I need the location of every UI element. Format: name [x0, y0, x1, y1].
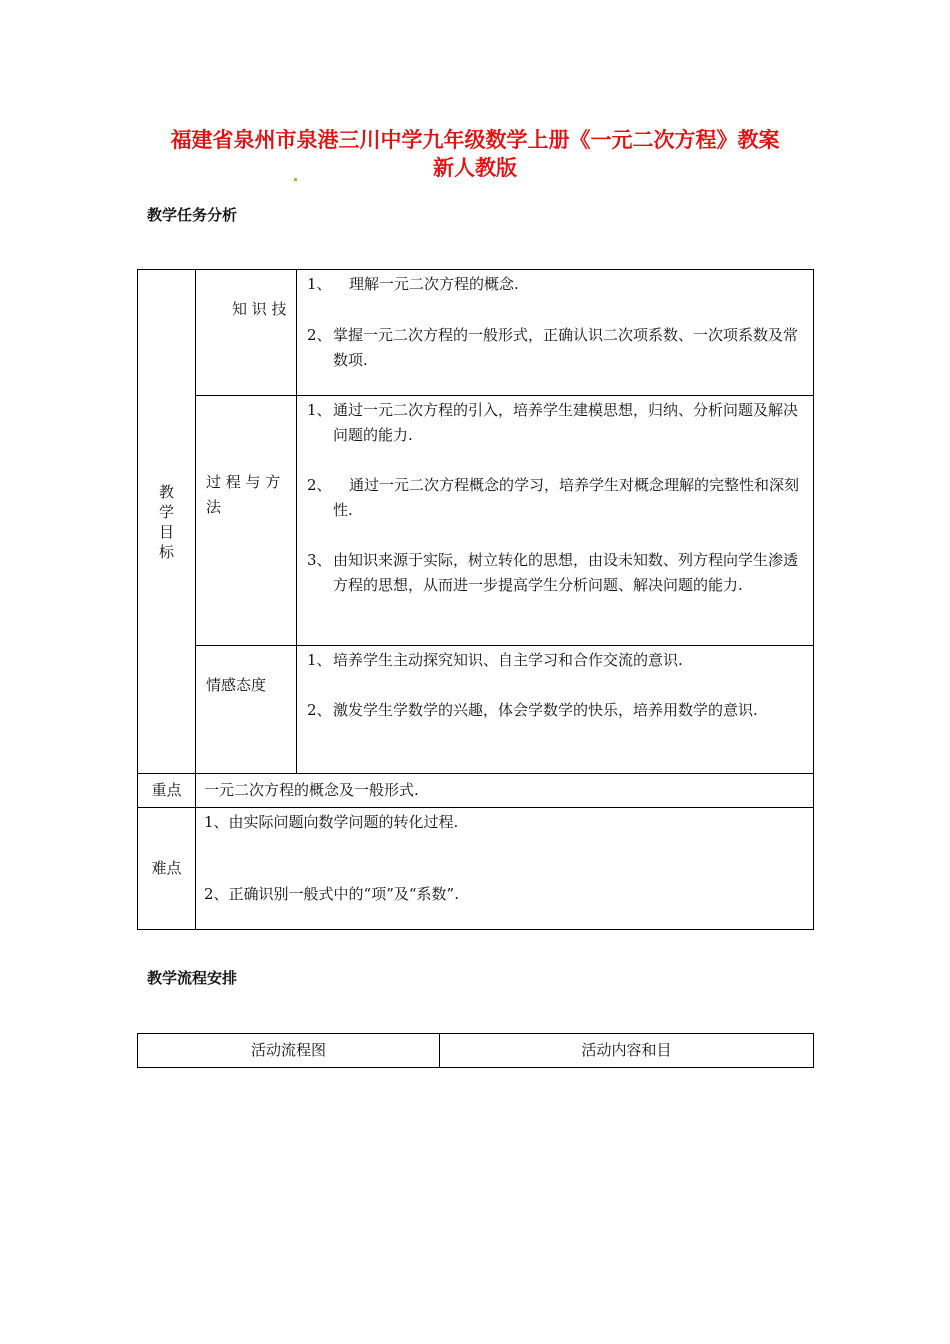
list-item: 1、由实际问题向数学问题的转化过程. — [204, 813, 459, 831]
knowledge-label: 知 识 技 — [232, 300, 287, 318]
flow-table — [137, 1033, 814, 1068]
document-title-line2: 新人教版 — [433, 156, 517, 180]
list-item: 2、 通过一元二次方程概念的学习，培养学生对概念理解的完整性和深刻性. — [307, 476, 800, 519]
process-content — [297, 396, 814, 646]
decorative-dot — [294, 178, 297, 181]
emotion-label: 情感态度 — [206, 676, 267, 694]
emotion-label-cell — [196, 646, 297, 774]
process-label: 过 程 与 方 法 — [206, 473, 281, 516]
key-point-label: 重点 — [138, 774, 196, 808]
list-item: 1、 通过一元二次方程的引入，培养学生建模思想，归纳、分析问题及解决问题的能力. — [307, 401, 799, 444]
list-item: 2、正确识别一般式中的“项”及“系数”. — [204, 885, 459, 903]
knowledge-content — [297, 270, 814, 396]
list-item: 1、 理解一元二次方程的概念. — [307, 275, 519, 293]
list-item: 3、 由知识来源于实际，树立转化的思想，由设未知数、列方程向学生渗透方程的思想，从而进一步提高学生分析问题、解决问题的能力. — [307, 551, 799, 594]
flow-col-header-chart: 活动流程图 — [138, 1034, 440, 1068]
section-heading-flow: 教学流程安排 — [147, 969, 238, 987]
list-item: 2、 掌握一元二次方程的一般形式，正确认识二次项系数、一次项系数及常数项. — [307, 326, 799, 369]
list-item: 2、 激发学生学数学的兴趣，体会学数学的快乐，培养用数学的意识. — [307, 701, 758, 719]
knowledge-label-cell — [196, 270, 297, 396]
process-label-cell — [196, 396, 297, 646]
list-item: 1、 培养学生主动探究知识、自主学习和合作交流的意识. — [307, 651, 683, 669]
flow-col-header-content: 活动内容和目 — [440, 1034, 814, 1068]
difficulty-content — [196, 808, 814, 930]
key-point-content: 一元二次方程的概念及一般形式. — [196, 774, 814, 808]
objectives-table — [137, 269, 814, 930]
document-title-line1: 福建省泉州市泉港三川中学九年级数学上册《一元二次方程》教案 — [170, 128, 780, 152]
teaching-goals-label: 教 学 目 标 — [138, 270, 196, 774]
emotion-content — [297, 646, 814, 774]
difficulty-label: 难点 — [138, 808, 196, 930]
section-heading-task-analysis: 教学任务分析 — [147, 206, 238, 224]
